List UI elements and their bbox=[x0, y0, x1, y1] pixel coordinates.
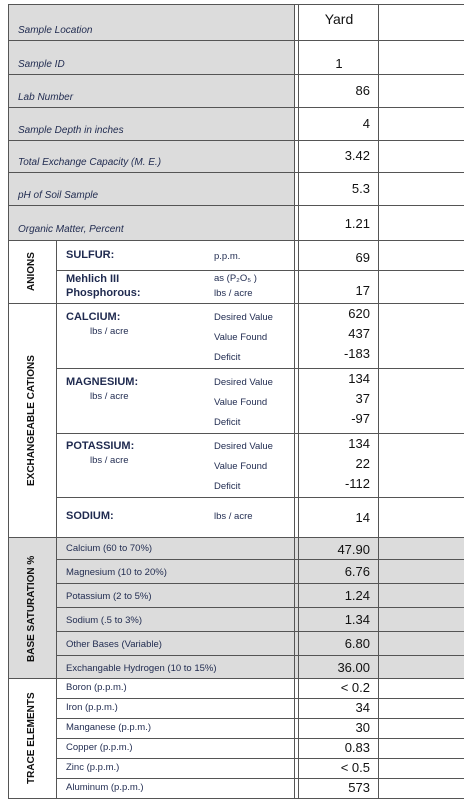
divider bbox=[298, 4, 299, 799]
bs-value-sodium: 1.34 bbox=[344, 612, 370, 627]
value-sulfur: 69 bbox=[355, 250, 370, 265]
trace-label-manganese: Manganese (p.p.m.) bbox=[66, 722, 152, 733]
divider bbox=[56, 433, 464, 434]
divider bbox=[294, 4, 295, 799]
row-label-lab-number: Lab Number bbox=[18, 92, 74, 103]
divider bbox=[56, 497, 464, 498]
phosphorous-unit-1: as (P₂O₅ ) bbox=[214, 273, 257, 284]
divider bbox=[56, 559, 464, 560]
magnesium-unit: lbs / acre bbox=[90, 391, 129, 402]
calcium-unit: lbs / acre bbox=[90, 326, 129, 337]
row-label-ph: pH of Soil Sample bbox=[18, 190, 99, 201]
potassium-found-label: Value Found bbox=[214, 461, 268, 472]
magnesium-deficit-label: Deficit bbox=[214, 417, 241, 428]
trace-label-aluminum: Aluminum (p.p.m.) bbox=[66, 782, 144, 793]
trace-value-copper: 0.83 bbox=[344, 740, 370, 755]
value-phosphorous: 17 bbox=[355, 283, 370, 298]
bs-label-potassium: Potassium (2 to 5%) bbox=[66, 591, 152, 602]
sulfur-unit: p.p.m. bbox=[214, 251, 241, 262]
calcium-found: 437 bbox=[348, 326, 370, 341]
potassium-desired-label: Desired Value bbox=[214, 441, 273, 452]
bs-label-magnesium: Magnesium (10 to 20%) bbox=[66, 567, 167, 578]
divider bbox=[8, 4, 9, 799]
calcium-deficit: -183 bbox=[343, 346, 370, 361]
calcium-desired-label: Desired Value bbox=[214, 312, 273, 323]
divider bbox=[56, 698, 464, 699]
value-sample-depth: 4 bbox=[362, 116, 370, 131]
bs-value-magnesium: 6.76 bbox=[344, 564, 370, 579]
divider bbox=[8, 205, 464, 206]
divider bbox=[56, 778, 464, 779]
divider bbox=[378, 4, 379, 799]
bs-value-potassium: 1.24 bbox=[344, 588, 370, 603]
soil-report-table bbox=[8, 4, 464, 800]
value-sample-id: 1 bbox=[335, 56, 343, 71]
calcium-found-label: Value Found bbox=[214, 332, 268, 343]
magnesium-desired: 134 bbox=[348, 371, 370, 386]
value-organic-matter: 1.21 bbox=[344, 216, 370, 231]
phosphorous-name-1: Mehlich III bbox=[66, 273, 120, 285]
row-label-sample-id: Sample ID bbox=[18, 59, 65, 70]
bs-value-calcium: 47.90 bbox=[337, 542, 370, 557]
phosphorous-name-2: Phosphorous: bbox=[66, 287, 141, 299]
magnesium-deficit: -97 bbox=[351, 411, 370, 426]
divider bbox=[56, 655, 464, 656]
bs-value-other-bases: 6.80 bbox=[344, 636, 370, 651]
magnesium-found-label: Value Found bbox=[214, 397, 268, 408]
trace-value-manganese: 30 bbox=[355, 720, 370, 735]
divider bbox=[56, 718, 464, 719]
divider bbox=[8, 798, 464, 799]
divider bbox=[8, 240, 464, 241]
trace-value-boron: < 0.2 bbox=[340, 680, 370, 695]
divider bbox=[56, 241, 57, 799]
divider bbox=[56, 758, 464, 759]
potassium-desired: 134 bbox=[348, 436, 370, 451]
divider bbox=[8, 140, 464, 141]
divider bbox=[8, 74, 464, 75]
divider bbox=[56, 583, 464, 584]
divider bbox=[56, 631, 464, 632]
row-label-sample-location: Sample Location bbox=[18, 25, 93, 36]
calcium-name: CALCIUM: bbox=[66, 311, 121, 323]
divider bbox=[8, 172, 464, 173]
sodium-unit: lbs / acre bbox=[214, 511, 253, 522]
potassium-deficit: -112 bbox=[344, 476, 370, 491]
potassium-unit: lbs / acre bbox=[90, 455, 129, 466]
calcium-desired: 620 bbox=[348, 306, 370, 321]
trace-value-iron: 34 bbox=[355, 700, 370, 715]
divider bbox=[56, 368, 464, 369]
bs-label-other-bases: Other Bases (Variable) bbox=[66, 639, 162, 650]
divider bbox=[56, 270, 464, 271]
magnesium-name: MAGNESIUM: bbox=[66, 376, 139, 388]
magnesium-desired-label: Desired Value bbox=[214, 377, 273, 388]
bs-label-sodium: Sodium (.5 to 3%) bbox=[66, 615, 143, 626]
sodium-name: SODIUM: bbox=[66, 510, 114, 522]
calcium-deficit-label: Deficit bbox=[214, 352, 241, 363]
potassium-found: 22 bbox=[355, 456, 370, 471]
bs-label-calcium: Calcium (60 to 70%) bbox=[66, 543, 153, 554]
divider bbox=[8, 303, 464, 304]
value-sodium: 14 bbox=[355, 510, 370, 525]
section-label-exchangeable-cations: EXCHANGEABLE CATIONS bbox=[26, 355, 37, 486]
trace-label-boron: Boron (p.p.m.) bbox=[66, 682, 127, 693]
value-lab-number: 86 bbox=[355, 83, 370, 98]
value-ph: 5.3 bbox=[351, 181, 370, 196]
row-label-exchange-capacity: Total Exchange Capacity (M. E.) bbox=[18, 157, 162, 168]
trace-label-copper: Copper (p.p.m.) bbox=[66, 742, 133, 753]
trace-label-zinc: Zinc (p.p.m.) bbox=[66, 762, 120, 773]
row-label-sample-depth: Sample Depth in inches bbox=[18, 125, 124, 136]
section-label-trace-elements: TRACE ELEMENTS bbox=[26, 692, 37, 784]
section-label-anions: ANIONS bbox=[26, 252, 37, 292]
value-sample-location: Yard bbox=[324, 10, 354, 27]
sulfur-name: SULFUR: bbox=[66, 249, 115, 261]
divider bbox=[8, 4, 464, 5]
bs-value-hydrogen: 36.00 bbox=[337, 660, 370, 675]
magnesium-found: 37 bbox=[355, 391, 370, 406]
trace-value-zinc: < 0.5 bbox=[340, 760, 370, 775]
section-label-base-saturation: BASE SATURATION % bbox=[26, 555, 37, 662]
value-exchange-capacity: 3.42 bbox=[344, 148, 370, 163]
divider bbox=[8, 40, 464, 41]
bs-label-hydrogen: Exchangable Hydrogen (10 to 15%) bbox=[66, 663, 217, 674]
trace-value-aluminum: 573 bbox=[348, 780, 370, 795]
divider bbox=[56, 738, 464, 739]
potassium-deficit-label: Deficit bbox=[214, 481, 241, 492]
phosphorous-unit-2: lbs / acre bbox=[214, 288, 253, 299]
divider bbox=[8, 678, 464, 679]
divider bbox=[56, 607, 464, 608]
trace-label-iron: Iron (p.p.m.) bbox=[66, 702, 118, 713]
divider bbox=[8, 107, 464, 108]
potassium-name: POTASSIUM: bbox=[66, 440, 135, 452]
row-label-organic-matter: Organic Matter, Percent bbox=[18, 224, 124, 235]
